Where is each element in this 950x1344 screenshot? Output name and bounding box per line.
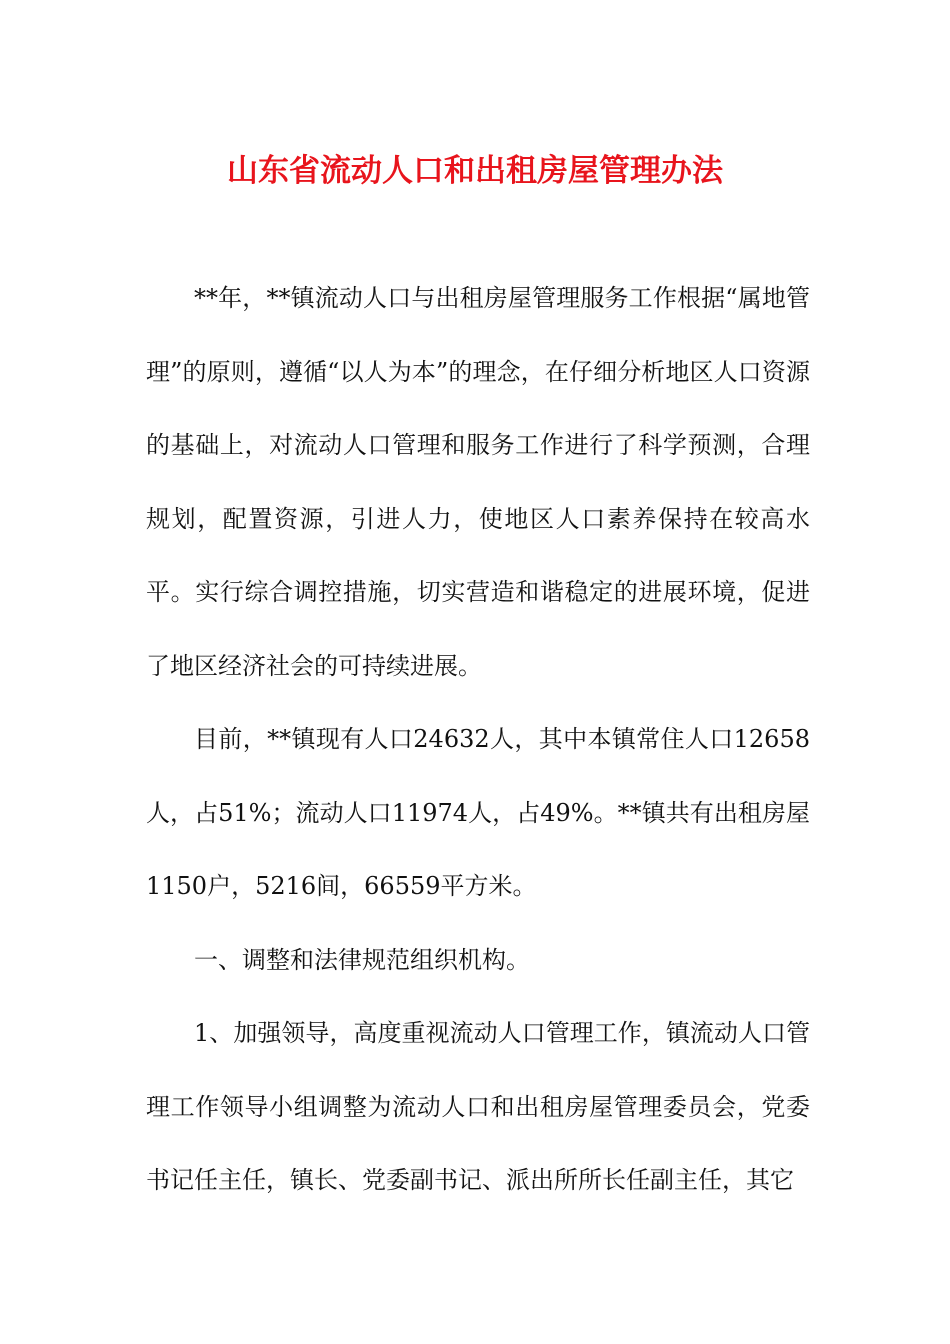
paragraph-population: 目前，**镇现有人口24632人，其中本镇常住人口12658人，占51%；流动人口11974人，占49%。**镇共有出租房屋1150户，5216间，66559平方米。 xyxy=(146,725,810,900)
paragraph-intro: **年，**镇流动人口与出租房屋管理服务工作根据“属地管理”的原则，遵循“以人为本”的理念，在仔细分析地区人口资源的基础上，对流动人口管理和服务工作进行了科学预测，合理规划，配置资源，引进人力，使地区人口素养保持在较高水平。实行综合调控措施，切实营造和谐稳定的进展环境，促进了地区经济社会的可持续进展。 xyxy=(146,284,810,680)
document-title: 山东省流动人口和出租房屋管理办法 xyxy=(227,153,723,189)
document-body xyxy=(146,262,810,1218)
section-heading-1: 一、调整和法律规范组织机构。 xyxy=(194,945,530,974)
paragraph-item-1: 1、加强领导，高度重视流动人口管理工作，镇流动人口管理工作领导小组调整为流动人口和出租房屋管理委员会，党委书记任主任，镇长、党委副书记、派出所所长任副主任，其它 xyxy=(146,1019,810,1194)
